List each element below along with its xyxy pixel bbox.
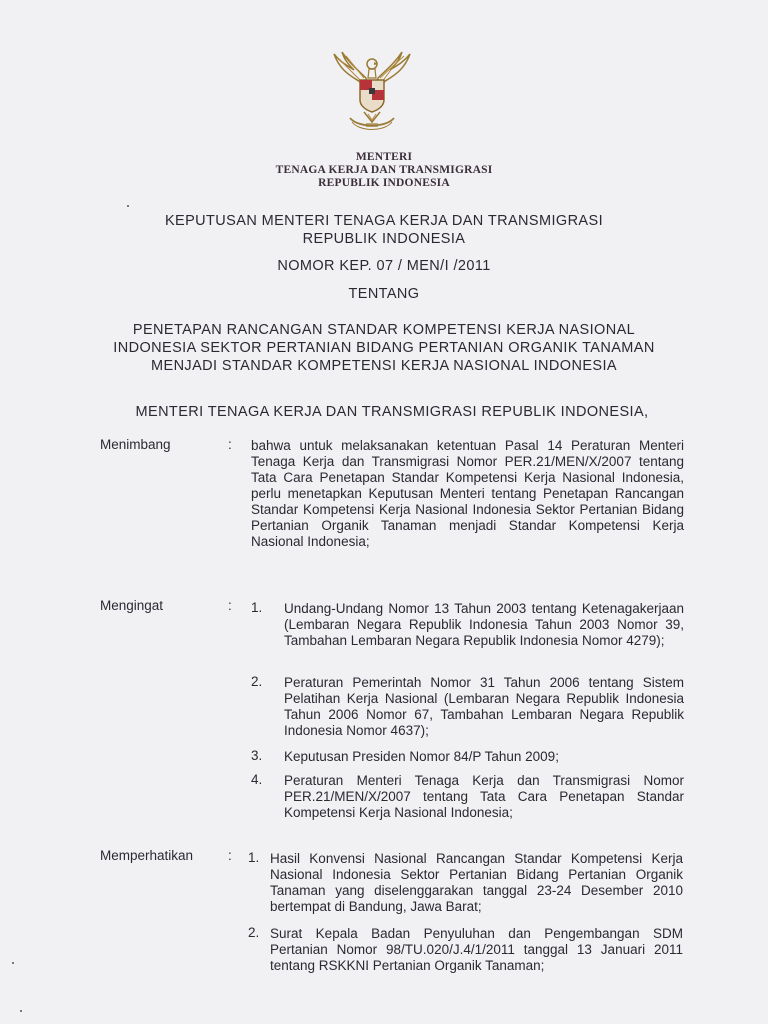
memperhatikan-item-2-number: 2. xyxy=(248,925,260,940)
mengingat-item-3-text: Keputusan Presiden Nomor 84/P Tahun 2009; xyxy=(284,749,559,764)
memperhatikan-colon: : xyxy=(228,848,232,863)
letterhead-ministry: TENAGA KERJA DAN TRANSMIGRASI xyxy=(275,164,493,176)
mengingat-item-1-number: 1. xyxy=(251,600,263,615)
subject-line-1: PENETAPAN RANCANGAN STANDAR KOMPETENSI KERJA NASIONAL xyxy=(132,322,636,338)
menimbang-text: bahwa untuk melaksanakan ketentuan Pasal 14 Peraturan Menteri Tenaga Kerja dan Transmigrasi Nomor PER.21/MEN/X/2007 tentang Tata Cara Penetapan Standar Kompetensi Kerja Nasional Indonesia, perlu menetapkan Keputusan Menteri tentang Penetapan Rancangan Standar Kompetensi Kerja Nasional Indonesia Sektor Pertanian Bidang Pertanian Organik Tanaman menjadi Standar Kompetensi Kerja Nasional Indonesia; xyxy=(251,438,684,549)
memperhatikan-item-1-text: Hasil Konvensi Nasional Rancangan Standar Kompetensi Kerja Nasional Indonesia Sektor Pertanian Bidang Pertanian Organik Tanaman yang diselenggarakan tanggal 23-24 Desember 2010 bertempat di Bandung, Jawa Barat; xyxy=(270,851,683,914)
minister-heading: MENTERI TENAGA KERJA DAN TRANSMIGRASI REPUBLIK INDONESIA, xyxy=(135,404,649,420)
mengingat-item-4-text: Peraturan Menteri Tenaga Kerja dan Transmigrasi Nomor PER.21/MEN/X/2007 tentang Tata Cara Penetapan Standar Kompetensi Kerja Nasional Indonesia; xyxy=(284,773,684,820)
mengingat-colon: : xyxy=(228,598,232,613)
menimbang-colon: : xyxy=(228,437,232,452)
scan-speck xyxy=(127,205,129,207)
subject-line-3: MENJADI STANDAR KOMPETENSI KERJA NASIONAL INDONESIA xyxy=(151,358,617,374)
letterhead-country: REPUBLIK INDONESIA xyxy=(318,177,450,189)
decree-title-country: REPUBLIK INDONESIA xyxy=(302,231,466,247)
decree-number: NOMOR KEP. 07 / MEN/I /2011 xyxy=(277,258,491,274)
garuda-emblem-icon xyxy=(328,48,416,134)
mengingat-item-1-text: Undang-Undang Nomor 13 Tahun 2003 tentang Ketenagakerjaan (Lembaran Negara Republik Indonesia Tahun 2003 Nomor 39, Tambahan Lembaran Negara Republik Indonesia Nomor 4279); xyxy=(284,601,684,648)
menimbang-label: Menimbang xyxy=(100,437,171,452)
tentang-heading: TENTANG xyxy=(348,286,420,302)
scan-speck xyxy=(20,1010,22,1012)
scan-speck xyxy=(12,962,14,964)
mengingat-item-3-number: 3. xyxy=(251,748,263,763)
memperhatikan-label: Memperhatikan xyxy=(100,848,194,863)
mengingat-item-4-number: 4. xyxy=(251,772,263,787)
mengingat-item-2-text: Peraturan Pemerintah Nomor 31 Tahun 2006 tentang Sistem Pelatihan Kerja Nasional (Lembaran Negara Republik Indonesia Tahun 2006 Nomor 67, Tambahan Lembaran Negara Republik Indonesia Nomor 4637); xyxy=(284,675,684,738)
mengingat-item-2-number: 2. xyxy=(251,674,263,689)
subject-line-2: INDONESIA SEKTOR PERTANIAN BIDANG PERTANIAN ORGANIK TANAMAN xyxy=(113,340,655,356)
mengingat-label: Mengingat xyxy=(100,598,164,613)
memperhatikan-item-2-text: Surat Kepala Badan Penyuluhan dan Pengembangan SDM Pertanian Nomor 98/TU.020/J.4/1/2011 tanggal 13 Januari 2011 tentang RSKKNI Pertanian Organik Tanaman; xyxy=(270,926,683,973)
decree-title: KEPUTUSAN MENTERI TENAGA KERJA DAN TRANSMIGRASI xyxy=(164,213,604,229)
letterhead-title: MENTERI xyxy=(355,151,413,163)
memperhatikan-item-1-number: 1. xyxy=(248,850,260,865)
